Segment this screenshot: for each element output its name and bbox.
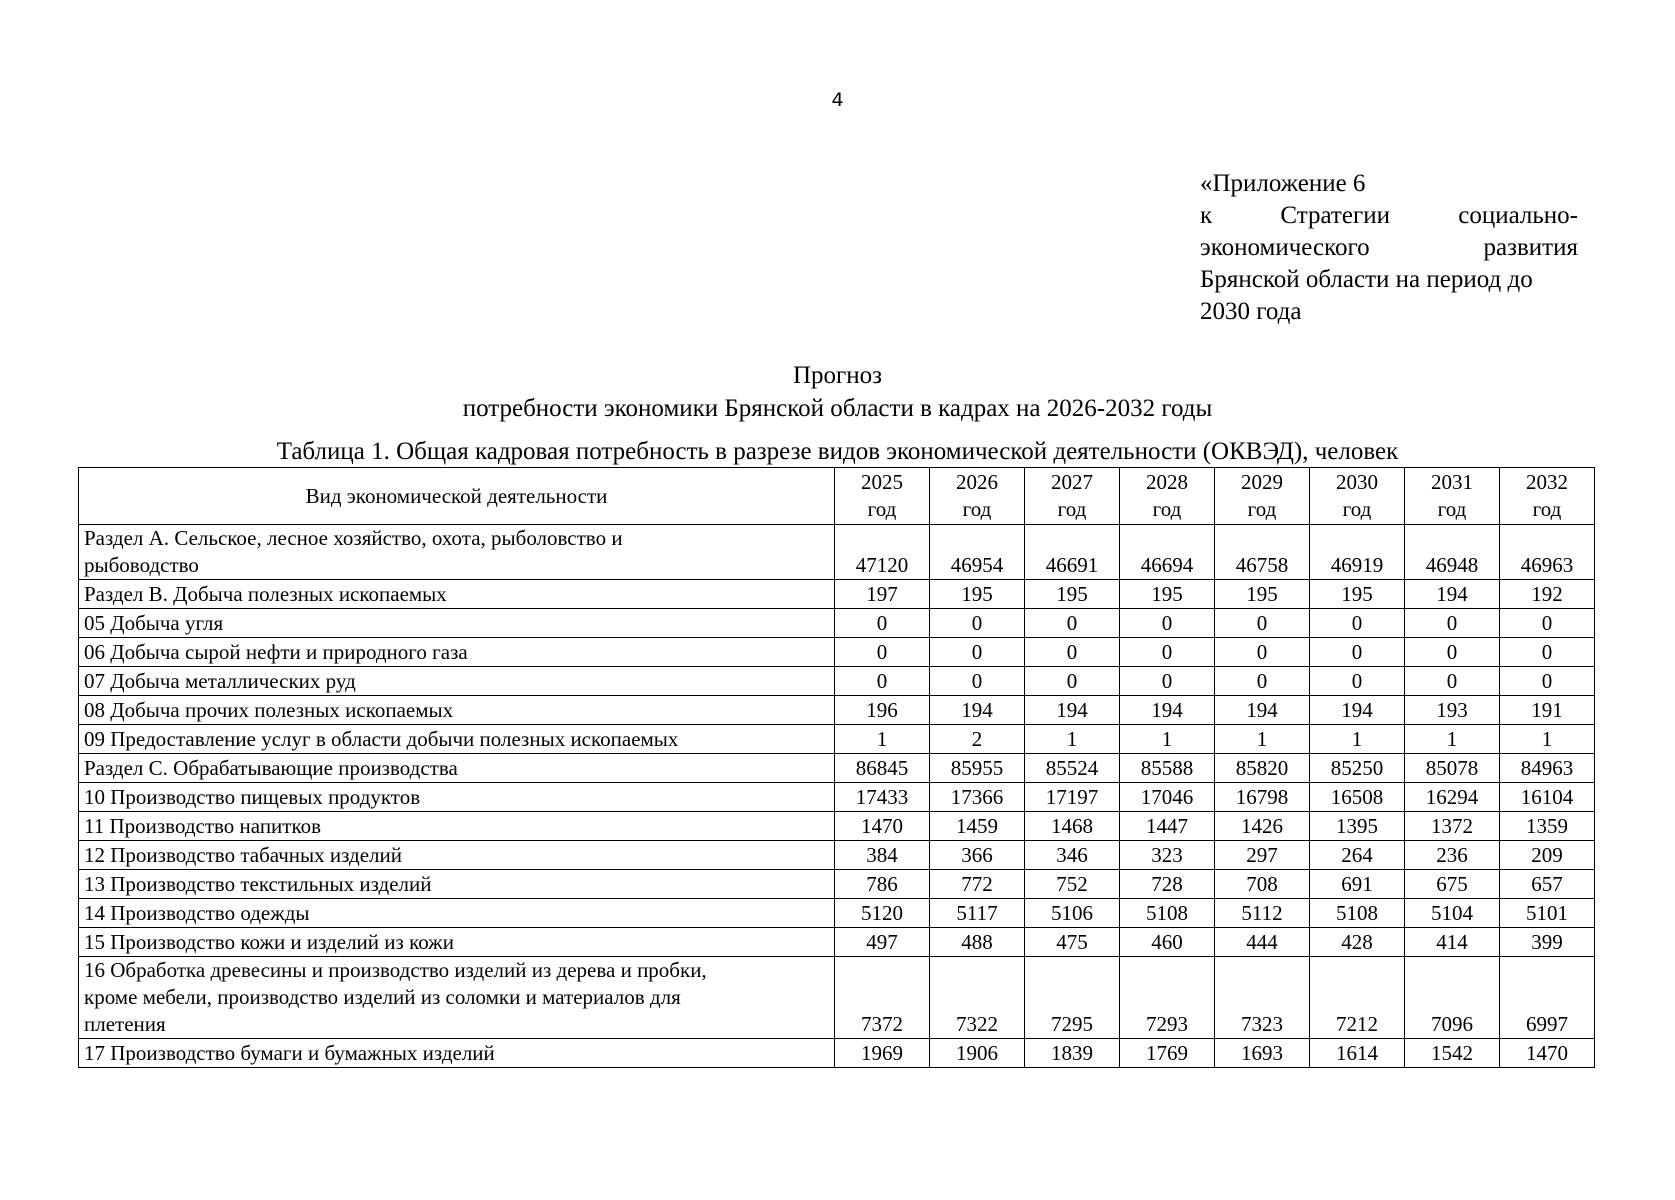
table-row [79, 1039, 1595, 1068]
table-row [79, 525, 1595, 580]
value-cell: 366 [930, 841, 1025, 870]
table-header-row [79, 468, 1595, 525]
table-row [79, 696, 1595, 725]
value-cell: 195 [930, 580, 1025, 609]
value-cell: 7372 [835, 957, 930, 1039]
value-cell: 46691 [1025, 525, 1120, 580]
value-cell: 195 [1310, 580, 1405, 609]
value-cell: 1906 [930, 1039, 1025, 1068]
table-row [79, 725, 1595, 754]
appendix-line-2 [1200, 200, 1578, 232]
value-cell: 16798 [1215, 783, 1310, 812]
value-cell: 264 [1310, 841, 1405, 870]
value-cell: 209 [1500, 841, 1595, 870]
year-suffix: год [1532, 497, 1562, 521]
activity-name-line: 06 Добыча сырой нефти и природного газа [84, 640, 468, 664]
value-cell: 5108 [1310, 899, 1405, 928]
value-cell: 1 [1310, 725, 1405, 754]
year-suffix: год [1247, 497, 1277, 521]
appendix-line-3 [1200, 232, 1578, 264]
year-column-header [1025, 468, 1120, 525]
value-cell: 384 [835, 841, 930, 870]
value-cell: 16294 [1405, 783, 1500, 812]
value-cell: 85588 [1120, 754, 1215, 783]
value-cell: 0 [1500, 667, 1595, 696]
activity-name-line: 12 Производство табачных изделий [84, 843, 403, 867]
value-cell: 1459 [930, 812, 1025, 841]
value-cell: 475 [1025, 928, 1120, 957]
value-cell: 772 [930, 870, 1025, 899]
value-cell: 0 [930, 638, 1025, 667]
activity-name-line: плетения [84, 1012, 166, 1036]
value-cell: 46963 [1500, 525, 1595, 580]
table-row [79, 957, 1595, 1039]
year-label: 2029 [1241, 470, 1283, 494]
year-suffix: год [1342, 497, 1372, 521]
year-suffix: год [1437, 497, 1467, 521]
value-cell: 708 [1215, 870, 1310, 899]
appendix-word: социально- [1458, 202, 1578, 229]
year-label: 2028 [1146, 470, 1188, 494]
value-cell: 1359 [1500, 812, 1595, 841]
activity-name-line: 13 Производство текстильных изделий [84, 872, 432, 896]
activity-name-cell [79, 928, 835, 957]
value-cell: 0 [1120, 609, 1215, 638]
activity-name-line: кроме мебели, производство изделий из соломки и материалов для [84, 985, 681, 1009]
value-cell: 0 [1310, 609, 1405, 638]
activity-name-cell [79, 812, 835, 841]
table-row [79, 870, 1595, 899]
value-cell: 46694 [1120, 525, 1215, 580]
value-cell: 5108 [1120, 899, 1215, 928]
value-cell: 0 [1310, 638, 1405, 667]
year-label: 2031 [1431, 470, 1473, 494]
value-cell: 0 [1405, 638, 1500, 667]
activity-name-line: 07 Добыча металлических руд [84, 669, 356, 693]
value-cell: 194 [1405, 580, 1500, 609]
value-cell: 1468 [1025, 812, 1120, 841]
year-label: 2027 [1051, 470, 1093, 494]
value-cell: 0 [1120, 638, 1215, 667]
activity-column-header: Вид экономической деятельности [79, 468, 835, 525]
value-cell: 297 [1215, 841, 1310, 870]
table-row [79, 812, 1595, 841]
value-cell: 47120 [835, 525, 930, 580]
value-cell: 5112 [1215, 899, 1310, 928]
value-cell: 195 [1120, 580, 1215, 609]
year-label: 2032 [1526, 470, 1568, 494]
appendix-line-5: 2030 года [1200, 298, 1302, 325]
value-cell: 195 [1215, 580, 1310, 609]
value-cell: 0 [835, 667, 930, 696]
value-cell: 1969 [835, 1039, 930, 1068]
table-row [79, 667, 1595, 696]
value-cell: 1426 [1215, 812, 1310, 841]
table-body [79, 525, 1595, 1068]
year-column-header [1215, 468, 1310, 525]
value-cell: 497 [835, 928, 930, 957]
activity-name-line: 08 Добыча прочих полезных ископаемых [84, 698, 454, 722]
activity-name-cell [79, 525, 835, 580]
value-cell: 0 [835, 609, 930, 638]
value-cell: 399 [1500, 928, 1595, 957]
value-cell: 2 [930, 725, 1025, 754]
activity-name-cell [79, 754, 835, 783]
value-cell: 191 [1500, 696, 1595, 725]
value-cell: 17433 [835, 783, 930, 812]
year-label: 2025 [861, 470, 903, 494]
value-cell: 0 [930, 667, 1025, 696]
year-column-header [1405, 468, 1500, 525]
appendix-word: развития [1483, 234, 1578, 261]
value-cell: 46758 [1215, 525, 1310, 580]
value-cell: 1693 [1215, 1039, 1310, 1068]
table-row [79, 609, 1595, 638]
value-cell: 46919 [1310, 525, 1405, 580]
table-row [79, 928, 1595, 957]
table-caption: Таблица 1. Общая кадровая потребность в разрезе видов экономической деятельности (ОКВЭД), человек [276, 438, 1399, 465]
value-cell: 1372 [1405, 812, 1500, 841]
title-line-2: потребности экономики Брянской области в кадрах на 2026-2032 годы [462, 395, 1213, 422]
value-cell: 46948 [1405, 525, 1500, 580]
year-column-header [1120, 468, 1215, 525]
year-suffix: год [962, 497, 992, 521]
value-cell: 7096 [1405, 957, 1500, 1039]
value-cell: 194 [1025, 696, 1120, 725]
table-row [79, 841, 1595, 870]
value-cell: 0 [1310, 667, 1405, 696]
activity-name-line: Раздел А. Сельское, лесное хозяйство, охота, рыболовство и [84, 526, 623, 550]
value-cell: 84963 [1500, 754, 1595, 783]
value-cell: 5106 [1025, 899, 1120, 928]
value-cell: 460 [1120, 928, 1215, 957]
table-row [79, 754, 1595, 783]
page-number: 4 [831, 89, 844, 111]
activity-name-line: 14 Производство одежды [84, 901, 310, 925]
value-cell: 6997 [1500, 957, 1595, 1039]
activity-name-line: 09 Предоставление услуг в области добычи полезных ископаемых [84, 727, 679, 751]
year-column-header [835, 468, 930, 525]
value-cell: 0 [1215, 638, 1310, 667]
value-cell: 1839 [1025, 1039, 1120, 1068]
year-label: 2026 [956, 470, 998, 494]
value-cell: 728 [1120, 870, 1215, 899]
value-cell: 7322 [930, 957, 1025, 1039]
appendix-word: Стратегии [1280, 202, 1390, 229]
value-cell: 786 [835, 870, 930, 899]
year-suffix: год [1152, 497, 1182, 521]
value-cell: 0 [1025, 638, 1120, 667]
activity-name-cell [79, 957, 835, 1039]
value-cell: 7323 [1215, 957, 1310, 1039]
value-cell: 0 [835, 638, 930, 667]
appendix-reference [1200, 168, 1578, 328]
value-cell: 85250 [1310, 754, 1405, 783]
value-cell: 0 [1500, 638, 1595, 667]
activity-name-cell [79, 609, 835, 638]
activity-name-line: 05 Добыча угля [84, 611, 224, 635]
activity-name-cell [79, 1039, 835, 1068]
value-cell: 691 [1310, 870, 1405, 899]
value-cell: 195 [1025, 580, 1120, 609]
value-cell: 1542 [1405, 1039, 1500, 1068]
value-cell: 0 [930, 609, 1025, 638]
value-cell: 85820 [1215, 754, 1310, 783]
value-cell: 192 [1500, 580, 1595, 609]
value-cell: 7295 [1025, 957, 1120, 1039]
value-cell: 5101 [1500, 899, 1595, 928]
value-cell: 85078 [1405, 754, 1500, 783]
table-row [79, 638, 1595, 667]
value-cell: 675 [1405, 870, 1500, 899]
value-cell: 194 [1120, 696, 1215, 725]
value-cell: 1614 [1310, 1039, 1405, 1068]
year-label: 2030 [1336, 470, 1378, 494]
value-cell: 197 [835, 580, 930, 609]
value-cell: 5120 [835, 899, 930, 928]
value-cell: 0 [1120, 667, 1215, 696]
activity-name-cell [79, 696, 835, 725]
value-cell: 1447 [1120, 812, 1215, 841]
value-cell: 1 [1405, 725, 1500, 754]
year-suffix: год [867, 497, 897, 521]
value-cell: 1470 [835, 812, 930, 841]
value-cell: 1769 [1120, 1039, 1215, 1068]
activity-name-line: 17 Производство бумаги и бумажных изделий [84, 1041, 495, 1065]
staffing-table [78, 467, 1595, 1068]
document-title [0, 359, 1675, 425]
value-cell: 0 [1405, 609, 1500, 638]
value-cell: 7212 [1310, 957, 1405, 1039]
year-suffix: год [1057, 497, 1087, 521]
value-cell: 1 [835, 725, 930, 754]
value-cell: 1 [1025, 725, 1120, 754]
activity-name-line: 16 Обработка древесины и производство изделий из дерева и пробки, [84, 958, 707, 982]
value-cell: 657 [1500, 870, 1595, 899]
value-cell: 196 [835, 696, 930, 725]
activity-name-cell [79, 667, 835, 696]
value-cell: 1395 [1310, 812, 1405, 841]
value-cell: 236 [1405, 841, 1500, 870]
year-column-header [1500, 468, 1595, 525]
appendix-word: экономического [1200, 234, 1370, 261]
value-cell: 5104 [1405, 899, 1500, 928]
value-cell: 7293 [1120, 957, 1215, 1039]
value-cell: 86845 [835, 754, 930, 783]
activity-name-line: рыбоводство [84, 553, 199, 577]
value-cell: 0 [1500, 609, 1595, 638]
value-cell: 193 [1405, 696, 1500, 725]
table-row [79, 899, 1595, 928]
value-cell: 1 [1500, 725, 1595, 754]
value-cell: 1 [1215, 725, 1310, 754]
value-cell: 414 [1405, 928, 1500, 957]
activity-name-cell [79, 870, 835, 899]
value-cell: 194 [930, 696, 1025, 725]
activity-name-cell [79, 580, 835, 609]
year-column-header [1310, 468, 1405, 525]
activity-name-line: Раздел С. Обрабатывающие производства [84, 756, 458, 780]
activity-name-line: 15 Производство кожи и изделий из кожи [84, 930, 454, 954]
value-cell: 1 [1120, 725, 1215, 754]
activity-name-cell [79, 638, 835, 667]
activity-name-line: 11 Производство напитков [84, 814, 322, 838]
value-cell: 488 [930, 928, 1025, 957]
value-cell: 16104 [1500, 783, 1595, 812]
activity-name-line: Раздел В. Добыча полезных ископаемых [84, 582, 447, 606]
appendix-line-4: Брянской области на период до [1200, 266, 1533, 293]
activity-name-cell [79, 899, 835, 928]
activity-name-cell [79, 841, 835, 870]
value-cell: 194 [1310, 696, 1405, 725]
value-cell: 0 [1215, 667, 1310, 696]
value-cell: 16508 [1310, 783, 1405, 812]
value-cell: 0 [1025, 667, 1120, 696]
value-cell: 752 [1025, 870, 1120, 899]
table-row [79, 580, 1595, 609]
value-cell: 0 [1405, 667, 1500, 696]
table-row [79, 783, 1595, 812]
activity-name-cell [79, 783, 835, 812]
value-cell: 5117 [930, 899, 1025, 928]
value-cell: 194 [1215, 696, 1310, 725]
value-cell: 444 [1215, 928, 1310, 957]
value-cell: 46954 [930, 525, 1025, 580]
value-cell: 346 [1025, 841, 1120, 870]
value-cell: 85955 [930, 754, 1025, 783]
value-cell: 428 [1310, 928, 1405, 957]
appendix-word: к [1200, 202, 1213, 229]
appendix-line-1: «Приложение 6 [1200, 170, 1366, 197]
title-line-1: Прогноз [792, 362, 883, 389]
value-cell: 85524 [1025, 754, 1120, 783]
value-cell: 1470 [1500, 1039, 1595, 1068]
activity-name-cell [79, 725, 835, 754]
value-cell: 17366 [930, 783, 1025, 812]
value-cell: 0 [1215, 609, 1310, 638]
year-column-header [930, 468, 1025, 525]
value-cell: 17046 [1120, 783, 1215, 812]
value-cell: 17197 [1025, 783, 1120, 812]
value-cell: 0 [1025, 609, 1120, 638]
value-cell: 323 [1120, 841, 1215, 870]
activity-name-line: 10 Производство пищевых продуктов [84, 785, 421, 809]
